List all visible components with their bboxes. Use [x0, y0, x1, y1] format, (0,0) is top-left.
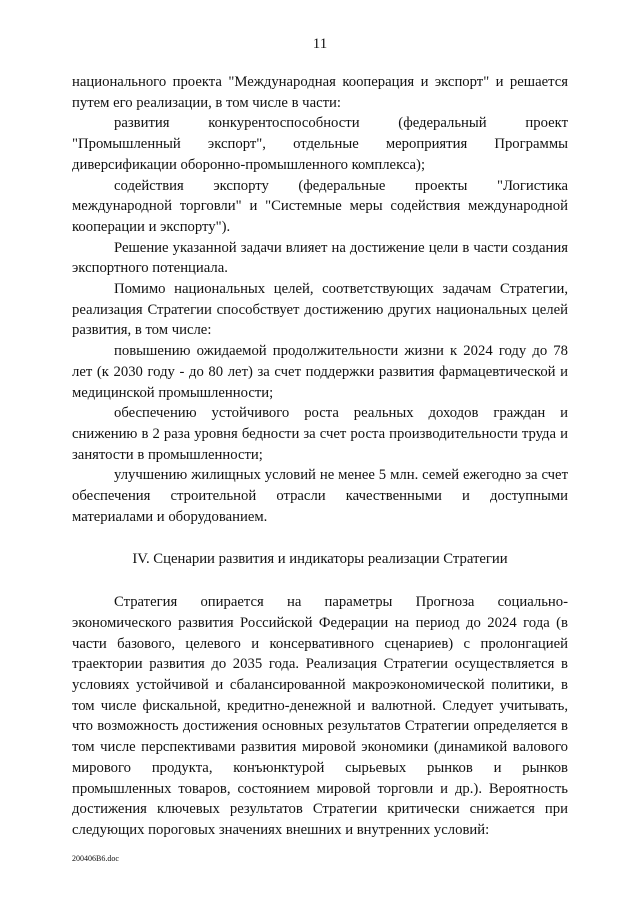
paragraph-other-goals: Помимо национальных целей, соответствующих задачам Стратегии, реализация Стратегии способствует достижению других национальных целей развития, в том числе:	[72, 281, 568, 339]
paragraph-life-expectancy: повышению ожидаемой продолжительности жизни к 2024 году до 78 лет (к 2030 году - до 80 лет) за счет поддержки развития фармацевтической и медицинской промышленности;	[72, 343, 568, 401]
paragraph-competitiveness: развития конкурентоспособности (федеральный проект "Промышленный экспорт", отдельные мероприятия Программы диверсификации оборонно-промышленного комплекса);	[72, 115, 568, 173]
paragraph-export-potential: Решение указанной задачи влияет на достижение цели в части создания экспортного потенциала.	[72, 239, 568, 277]
paragraph-export-support: содействия экспорту (федеральные проекты "Логистика международной торговли" и "Системные меры содействия международной кооперации и экспорту").	[72, 177, 568, 235]
paragraph-housing: улучшению жилищных условий не менее 5 млн. семей ежегодно за счет обеспечения строительной отрасли качественными и доступными материалами и оборудованием.	[72, 467, 568, 525]
page-number: 11	[312, 36, 328, 52]
paragraph-strategy-scenarios: Стратегия опирается на параметры Прогноза социально-экономического развития Российской Федерации на период до 2024 года (в части базового, целевого и консервативного сценариев) с пролонгацией траектории развития до 2035 года. Реализация Стратегии осуществляется в условиях устойчивой и сбалансированной макроэкономической политики, в том числе фискальной, кредитно-денежной и валютной. Следует учитывать, что возможность достижения основных результатов Стратегии определяется в том числе перспективами развития мировой экономики (динамикой валового мирового продукта, конъюнктурой сырьевых рынков и рынков промышленных товаров, состоянием мировой торговли и др.). Вероятность достижения ключевых результатов Стратегии критически снижается при следующих пороговых значениях внешних и внутренних условий:	[72, 594, 568, 838]
document-body	[72, 72, 568, 841]
document-file-code: 200406B6.doc	[72, 854, 119, 863]
section-heading: IV. Сценарии развития и индикаторы реализации Стратегии	[132, 551, 508, 568]
paragraph-national-project: национального проекта "Международная кооперация и экспорт" и решается путем его реализации, в том числе в части:	[72, 74, 568, 111]
paragraph-income-growth: обеспечению устойчивого роста реальных доходов граждан и снижению в 2 раза уровня бедности за счет роста производительности труда и занятости в промышленности;	[72, 405, 568, 463]
